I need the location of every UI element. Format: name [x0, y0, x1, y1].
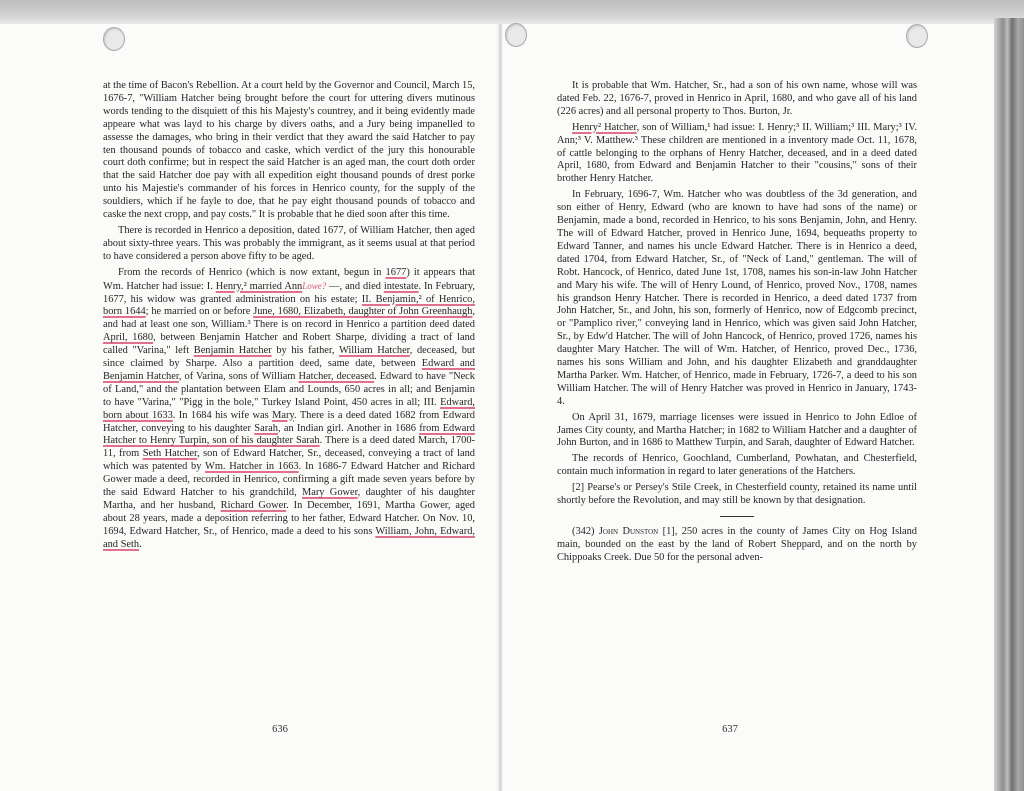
text: . In 1686-7 Edward Hatcher and Richard Gower made a deed, recorded in Henrico, confirming a gift made seven years before by the said Edward Hatcher to his grandchild,: [103, 461, 475, 499]
punch-hole-right: [906, 24, 928, 48]
underlined-text: intestate: [383, 280, 419, 292]
paragraph-annotated: [103, 267, 475, 552]
underlined-text: Benjamin Hatcher: [193, 345, 272, 357]
underlined-text: from Edward Hatcher to Henry Turpin, son of his daughter Sarah: [103, 422, 476, 447]
right-page-text: [557, 80, 917, 568]
paragraph: It is probable that Wm. Hatcher, Sr., had a son of his own name, whose will was dated Feb. 22, 1676-7, proved in Henrico in April, 1680, and who gave all of his land (226 acres) and all personal property to Thos. Burton, Jr.: [557, 80, 917, 117]
underlined-text: Edward, born about 1633: [103, 396, 475, 421]
text: [1], 250 acres in the county of James City on Hog Island main, bounded on the east by the land of Robert Sheppard, and on the north by Chippoaks Creek. Due 50 for the personal adven-: [557, 526, 917, 563]
underlined-text: Sarah: [254, 422, 278, 434]
book-gutter: [497, 24, 503, 791]
page-number-right: 637: [722, 724, 738, 735]
underlined-text: William Hatcher: [338, 345, 410, 357]
paragraph: The records of Henrico, Goochland, Cumberland, Powhatan, and Chesterfield, contain much information in regard to later generations of the Hatchers.: [557, 453, 917, 478]
text: , daughter of his daughter Martha, and her husband,: [103, 487, 475, 511]
paragraph-annotated: [557, 122, 917, 187]
text: , deceased, but since claimed by Sharpe. Also a partition deed, same date, between: [103, 345, 475, 370]
text: ) it appears that Wm. Hatcher had issue: I.: [103, 266, 476, 292]
underlined-text: Seth Hatcher: [142, 448, 198, 460]
underlined-text: Mary Gower: [302, 487, 358, 499]
page-number-left: 636: [272, 724, 288, 735]
text: ; he married on or before: [145, 306, 254, 318]
underlined-text: Hatcher, deceased: [298, 370, 375, 382]
underlined-text: Henry² Hatcher: [572, 121, 637, 133]
text: .: [139, 538, 142, 550]
underlined-text: April, 1680: [103, 332, 154, 344]
text: , and had at least one son, William.³ There is on record in Henrico a partition deed dated: [103, 306, 475, 331]
paragraph: There is recorded in Henrico a deposition, dated 1677, of William Hatcher, then aged about sixty-three years. This was probably the immigrant, as it seems usual at that period to have considered a person above fifty to be aged.: [103, 224, 475, 262]
text: . There is a deed dated 1682 from Edward Hatcher, conveying to his daughter: [103, 409, 476, 434]
text: . There is a deed dated March, 1700-11, from: [103, 435, 475, 460]
underlined-text: Wm. Hatcher in 1663: [205, 461, 299, 473]
text: by his father,: [271, 345, 339, 357]
text: . In 1684 his wife was: [172, 409, 273, 421]
text: From the records of Henrico (which is now extant, begun in: [118, 266, 386, 278]
text: —, and died: [326, 280, 384, 292]
underlined-text: 1677: [385, 266, 407, 278]
text: , son of William,¹ had issue: I. Henry;³ II. William;³ III. Mary;³ IV. Ann;³ V. Matthew.³ These children are mentioned in a inventory made Oct. 11, 1678, of cattle belonging to the orphans of Henry Hatcher, deceased, and in a deed dated April, 1680, from Edward and Benjamin Hatcher to their "cousins," sons of their brother Henry Hatcher.: [557, 121, 917, 185]
entry-paragraph: [557, 526, 917, 565]
page-edge-stack: [994, 18, 1024, 791]
text: , between Benjamin Hatcher and Robert Sharpe, dividing a tract of land called "Varina," left: [103, 332, 475, 357]
text: , son of Edward Hatcher, Sr., deceased, conveying a tract of land which was patented by: [103, 448, 475, 473]
punch-hole-center: [505, 23, 527, 47]
footnote-paragraph: [2] Pearse's or Persey's Stile Creek, in Chesterfield county, retained its name until shortly before the Revolution, and may still be known by that designation.: [557, 482, 917, 507]
punch-hole-left: [103, 27, 125, 51]
text: . Edward to have "Neck of Land," and the plantation between Elam and Lounds, 650 acres in all; and Benjamin to have "Varina," "Pigg in the bole," Turkey Island Point, 450 acres in all; III.: [103, 370, 475, 408]
underlined-text: Edward and Benjamin Hatcher: [103, 358, 476, 382]
underlined-text: Richard Gower: [220, 500, 287, 511]
entry-name: John Dunston: [598, 526, 659, 537]
paragraph: at the time of Bacon's Rebellion. At a court held by the Governor and Council, March 15, 1676-7, "William Hatcher being brought before the court for uttering divers mutinous words tending to the disquiett of this his Majesty's countrey, and it being evidently made appeare what was layd to his charge by divers oaths, and a Jury being impanelled to assesse the damages, who bring in their verdict that they award the said Hatcher to pay ten thousand pounds of tobacco and caske, which verdict of the jury this honourable court doth confirme; but in respect the said Hatcher is an aged man, the court doth order that the said Hatcher doe pay with all expedition eight thousand pounds of drest porke unto his Majestie's commander of his forces in Henrico county, for the supply of the souldiers, which if he fayle to doe, that he pay eight thousand pounds of tobacco and caske the next cropp, and pay costs." It is probable that he died soon after this time.: [103, 80, 475, 221]
underlined-text: June, 1680, Elizabeth, daughter of John Greenhaugh: [253, 306, 473, 318]
underlined-text: Henry,² married Ann: [215, 280, 303, 292]
paragraph: In February, 1696-7, Wm. Hatcher who was doubtless of the 3d generation, and son either of Henry, Edward (who are known to have had sons of the name) or Benjamin, made a bond, recorded in Henrico, to his sons Benjamin, John, and Henry. The will of Edward Hatcher, proved in Henrico June, 1694, bequeaths property to Edward Tanner, and names his uncle Edward Hatcher. There is in Henrico a deed, dated 1704, from Edward Hatcher, Sr., of "Neck of Land," gentleman. The will of Robt. Hancock, of Henrico, dated June 1st, 1708, names his son-in-law John Hatcher and Mary his wife. The will of Henry Lound, of Henrico, proved Nov., 1708, names his grandson Henry Hatcher. There is recorded in Henrico, a deed dated 1737 from John Hatcher, Sr., and John, his son, formerly of Henrico, now of Edgcomb precinct, or "Pamplico river," conveying land in Henrico, which was given said John Hatcher, Sr., by Edw'd Hatcher. The will of John Hancock, of Henrico, proved 1726, names his daughter Mary Hatcher. The will of Wm. Hatcher, of Henrico, proved Dec., 1736, names his sons William and John, and his daughter Elizabeth and granddaughter Martha Parker. Wm. Hatcher, of Henrico, made in February, 1726-7, a deed to his son William Hatcher. The will of Henry Hatcher was proved in Henrico in January, 1743-4.: [557, 189, 917, 407]
text: , of Varina, sons of William: [178, 370, 299, 382]
entry-number: (342): [572, 526, 595, 537]
text: . In February, 1677, his widow was granted administration on his estate;: [103, 280, 475, 305]
text: , an Indian girl. Another in 1686: [277, 422, 420, 434]
text: . In December, 1691, Martha Gower, aged about 28 years, made a deposition referring to her father, Edward Hatcher. On Nov. 10, 1694, Edward Hatcher, Sr., of Henrico, made a deed to his sons: [103, 500, 475, 537]
section-divider: [720, 516, 754, 517]
underlined-text: William, John, Edward, and Seth: [103, 525, 475, 550]
underlined-text: II. Benjamin,² of Henrico, born 1644: [103, 293, 475, 318]
paragraph: On April 31, 1679, marriage licenses were issued in Henrico to John Edloe of James City county, and Martha Hatcher; in 1682 to William Hatcher and a daughter of John Burton, and in 1686 to Matthew Turpin, and Sarah, daughter of Edward Hatcher.: [557, 411, 917, 449]
underlined-text: Mary: [272, 409, 294, 421]
handwritten-note: Lowe?: [302, 280, 327, 291]
left-page-text: [103, 80, 475, 555]
